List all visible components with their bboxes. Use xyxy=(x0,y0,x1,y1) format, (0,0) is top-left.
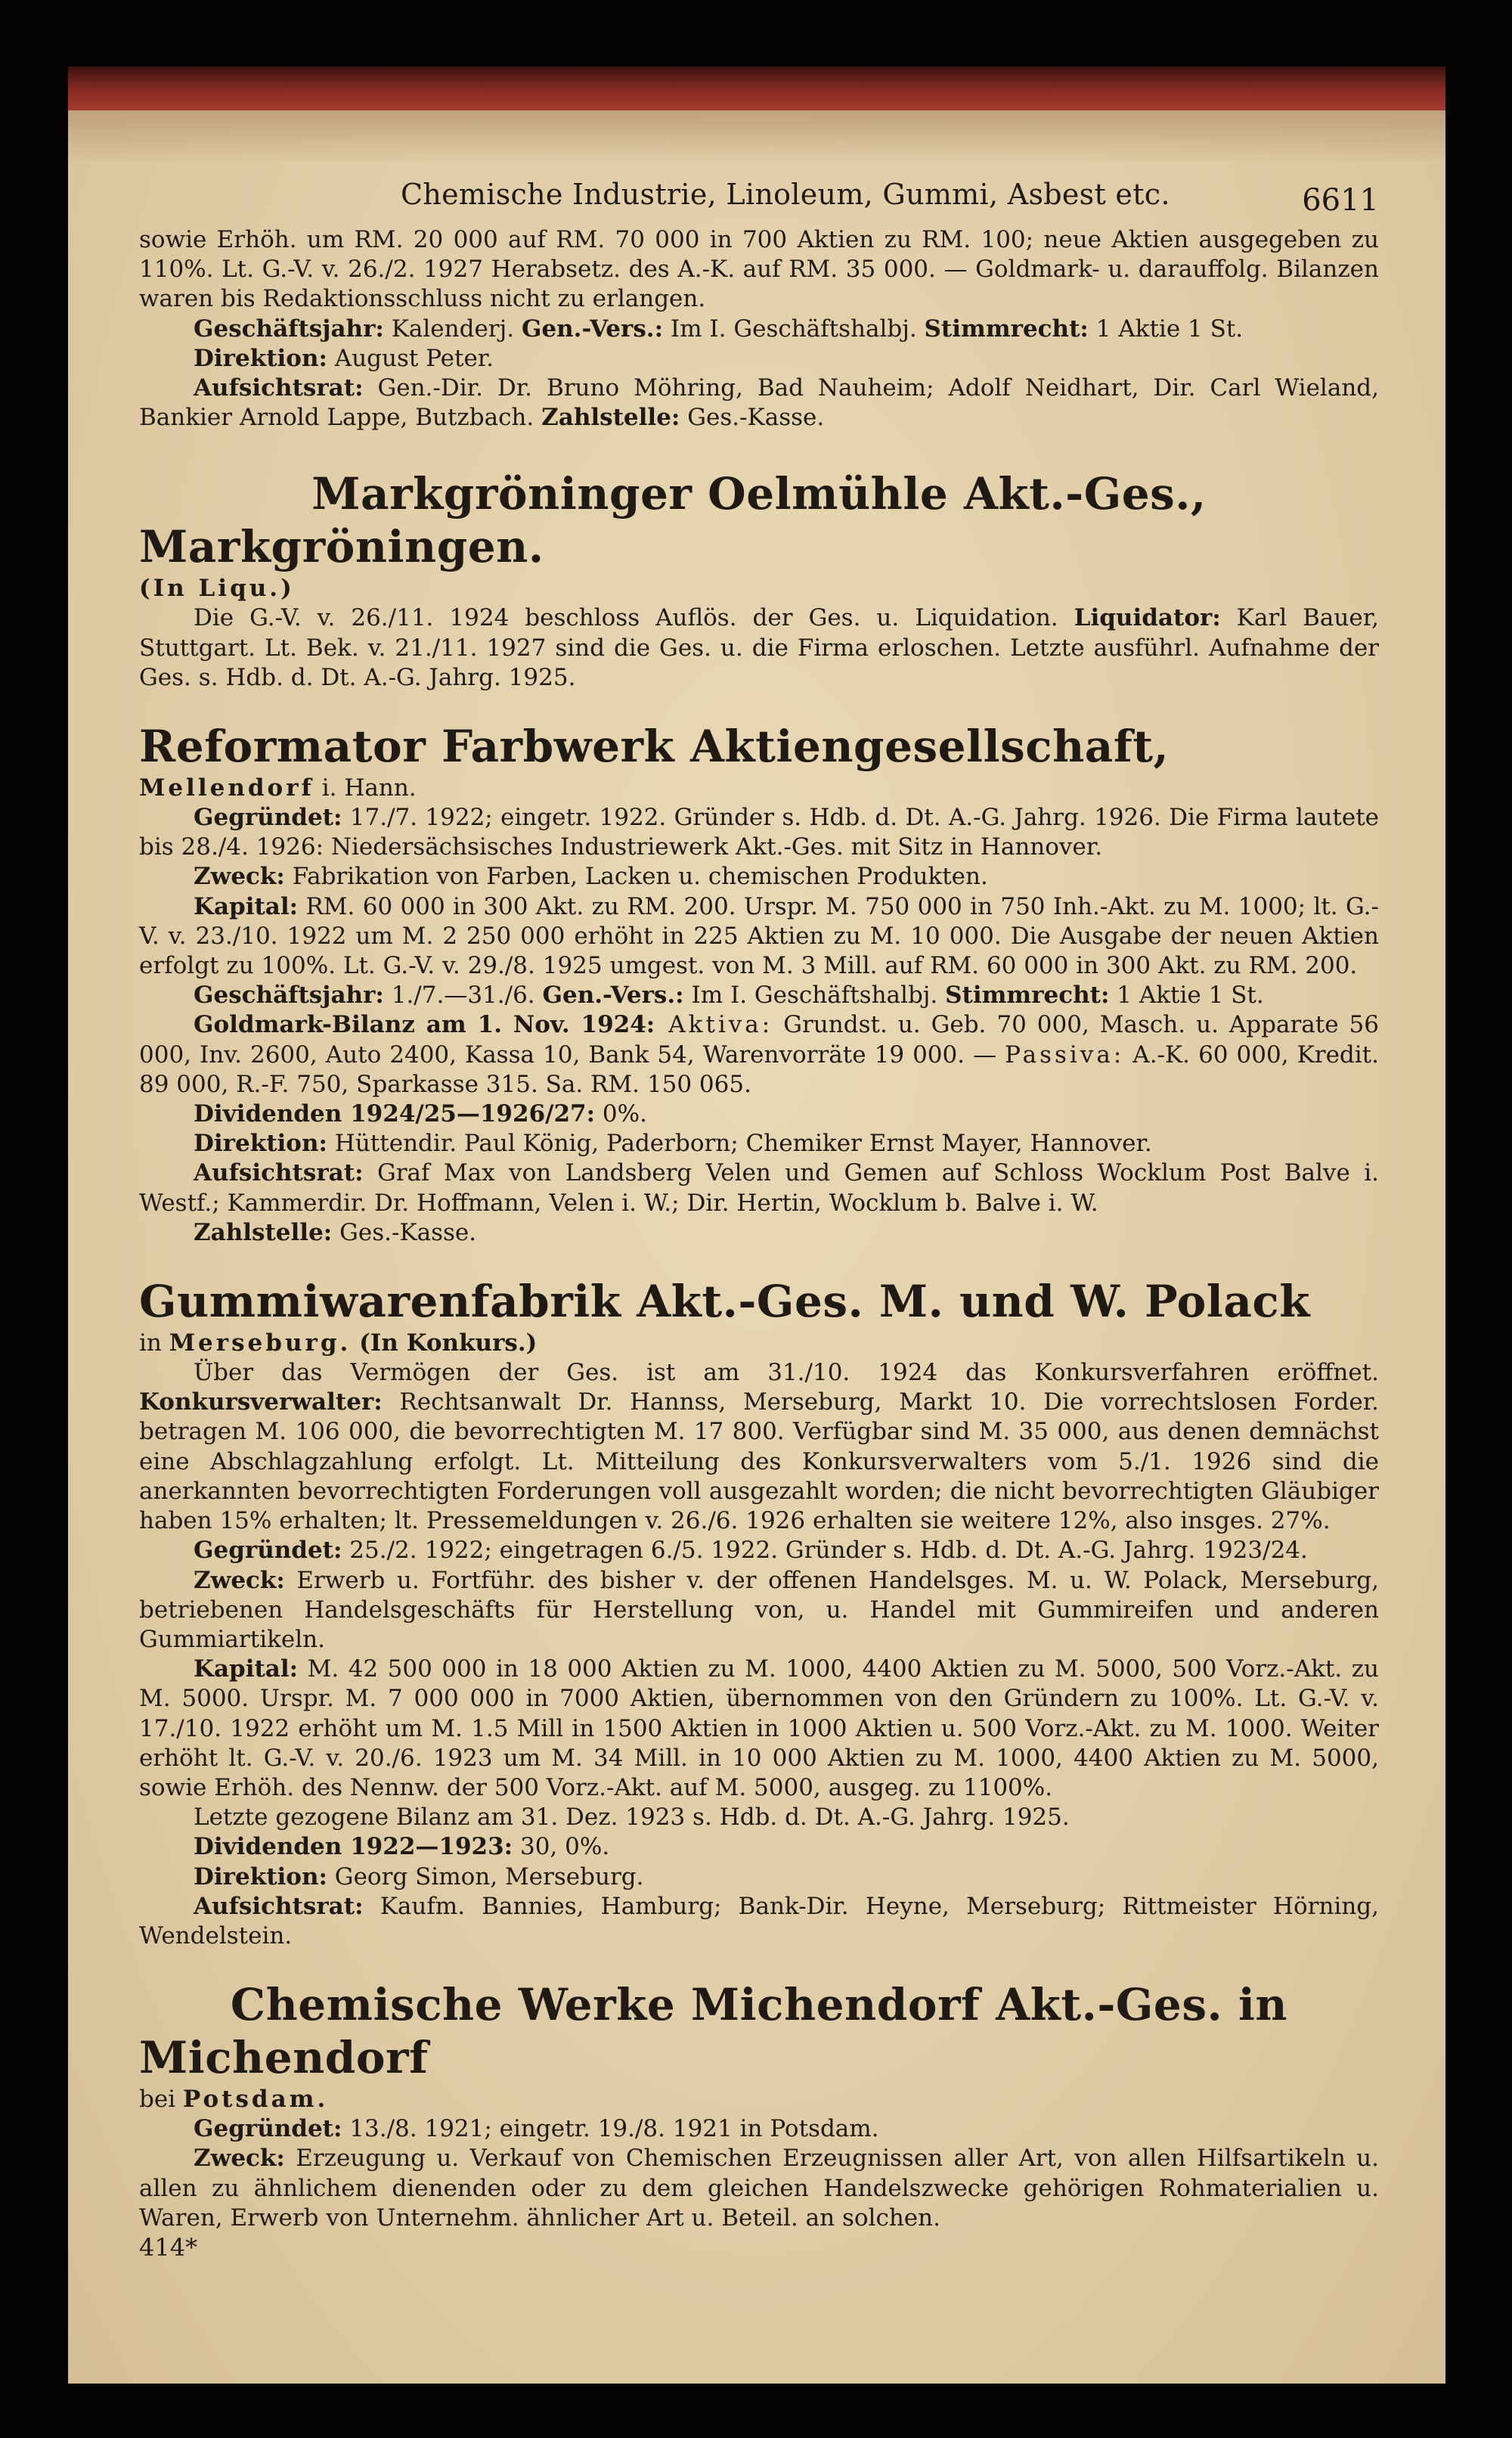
entry-polack xyxy=(139,1275,1379,1951)
field-kapital: Kapital: RM. 60 000 in 300 Akt. zu RM. 200. Urspr. M. 750 000 in 750 Inh.-Akt. zu M. 1000; lt. G.-V. v. 23./10. 1922 um M. 2 250 000 erhöht in 225 Aktien zu M. 10 000. Die Ausgabe der neuen Aktien erfolgt zu 100%. Lt. G.-V. v. 29./8. 1925 umgest. von M. 3 Mill. auf RM. 60 000 in 300 Akt. zu RM. 200. xyxy=(139,892,1379,980)
running-title: Chemische Industrie, Linoleum, Gummi, Asbest etc. xyxy=(401,178,1170,211)
entry-reformator xyxy=(139,720,1379,1248)
entry-location: Mellendorf i. Hann. xyxy=(139,774,417,802)
field-zweck: Zweck: Fabrikation von Farben, Lacken u. chemischen Produkten. xyxy=(194,863,988,891)
page-content xyxy=(139,180,1379,2263)
entry-title: Markgröninger Oelmühle Akt.-Ges., Markgröningen. xyxy=(139,468,1207,573)
field-direktion: Direktion: Hüttendir. Paul König, Paderborn; Chemiker Ernst Mayer, Hannover. xyxy=(194,1130,1152,1158)
field-gegruendet: Gegründet: 17./7. 1922; eingetr. 1922. Gründer s. Hdb. d. Dt. A.-G. Jahrg. 1926. Die Firma lautete bis 28./4. 1926: Niedersächsisches Industriewerk Akt.-Ges. mit Sitz in Hannover. xyxy=(139,804,1379,861)
entry-title: Gummiwarenfabrik Akt.-Ges. M. und W. Polack xyxy=(139,1276,1310,1328)
field-geschaeftsjahr: Geschäftsjahr: 1./7.—31./6. Gen.-Vers.: Im I. Geschäftshalbj. Stimmrecht: 1 Aktie 1 St. xyxy=(194,982,1264,1010)
field-zahlstelle: Zahlstelle: Ges.-Kasse. xyxy=(194,1218,477,1246)
field-bilanz: Goldmark-Bilanz am 1. Nov. 1924: Aktiva: Grundst. u. Geb. 70 000, Masch. u. Apparate 56 000, Inv. 2600, Auto 2400, Kassa 10, Bank 54, Warenvorräte 19 000. — Passiva: A.-K. 60 000, Kredit. 89 000, R.-F. 750, Sparkasse 315. Sa. RM. 150 065. xyxy=(139,1011,1379,1098)
book-spine-edge xyxy=(68,67,1445,110)
field-direktion: Direktion: Georg Simon, Merseburg. xyxy=(194,1863,644,1891)
field-zweck: Zweck: Erwerb u. Fortführ. des bisher v. der offenen Handelsges. M. u. W. Polack, Merseburg, betriebenen Handelsgeschäfts für Herstellung von, u. Handel mit Gummireifen und anderen Gummiartikeln. xyxy=(139,1566,1379,1653)
entry-status: (In Liqu.) xyxy=(139,575,295,603)
page-number: 6611 xyxy=(1302,183,1379,218)
field-zweck: Zweck: Erzeugung u. Verkauf von Chemischen Erzeugnissen aller Art, von allen Hilfsartikeln u. allen zu ähnlichem dienenden oder zu dem gleichen Handelszwecke gehörigen Rohmaterialien u. Waren, Erwerb von Unternehm. ähnlicher Art u. Beteil. an solchen. xyxy=(139,2145,1379,2232)
field-dividenden: Dividenden 1924/25—1926/27: 0%. xyxy=(194,1100,647,1128)
field-konkurs: Über das Vermögen der Ges. ist am 31./10. 1924 das Konkursverfahren eröffnet. Konkursverwalter: Rechtsanwalt Dr. Hannss, Merseburg, Markt 10. Die vorrechtslosen Forder. betragen M. 106 000, die bevorrechtigten M. 17 800. Verfügbar sind M. 35 000, aus denen demnächst eine Abschlagzahlung erfolgt. Lt. Mitteilung des Konkursverwalters vom 5./1. 1926 sind die anerkannten bevorrechtigten Forderungen voll ausgezahlt worden; die nicht bevorrechtigten Gläubiger haben 15% erhalten; lt. Pressemeldungen v. 26./6. 1926 erhalten sie weitere 12%, also insges. 27%. xyxy=(139,1359,1379,1535)
field-gegruendet: Gegründet: 25./2. 1922; eingetragen 6./5. 1922. Gründer s. Hdb. d. Dt. A.-G. Jahrg. 1923/24. xyxy=(194,1537,1308,1565)
field-dividenden: Dividenden 1922—1923: 30, 0%. xyxy=(194,1833,610,1861)
continued-direktion: Direktion: August Peter. xyxy=(194,344,494,372)
entry-location: bei Potsdam. xyxy=(139,2086,329,2114)
field-aufsichtsrat: Aufsichtsrat: Graf Max von Landsberg Velen und Gemen auf Schloss Wocklum Post Balve i. Westf.; Kammerdir. Dr. Hoffmann, Velen i. W.; Dir. Hertin, Wocklum b. Balve i. W. xyxy=(139,1159,1379,1217)
entry-liquidation-text: Die G.-V. v. 26./11. 1924 beschloss Auflös. der Ges. u. Liquidation. Liquidator: Karl Bauer, Stuttgart. Lt. Bek. v. 21./11. 1927 sind die Ges. u. die Firma erloschen. Letzte ausführl. Aufnahme der Ges. s. Hdb. d. Dt. A.-G. Jahrg. 1925. xyxy=(139,604,1379,691)
sheet-signature: 414* xyxy=(139,2232,198,2262)
entry-michendorf xyxy=(139,1978,1379,2233)
field-kapital: Kapital: M. 42 500 000 in 18 000 Aktien zu M. 1000, 4400 Aktien zu M. 5000, 500 Vorz.-Akt. zu M. 5000. Urspr. M. 7 000 000 in 7000 Aktien, übernommen von den Gründern zu 100%. Lt. G.-V. v. 17./10. 1922 erhöht um M. 1.5 Mill in 1500 Aktien in 1000 Aktien u. 500 Vorz.-Akt. zu M. 1000. Weiter erhöht lt. G.-V. v. 20./6. 1923 um M. 34 Mill. in 10 000 Aktien zu M. 1000, 4400 Aktien zu M. 5000, sowie Erhöh. des Nennw. der 500 Vorz.-Akt. auf M. 5000, ausgeg. zu 1100%. xyxy=(139,1655,1379,1801)
field-gegruendet: Gegründet: 13./8. 1921; eingetr. 19./8. 1921 in Potsdam. xyxy=(194,2115,879,2143)
entry-title: Reformator Farbwerk Aktiengesellschaft, xyxy=(139,721,1170,773)
continued-meta: Geschäftsjahr: Kalenderj. Gen.-Vers.: Im I. Geschäftshalbj. Stimmrecht: 1 Aktie 1 St. xyxy=(194,315,1244,343)
continued-aufsichtsrat: Aufsichtsrat: Gen.-Dir. Dr. Bruno Möhring, Bad Nauheim; Adolf Neidhart, Dir. Carl Wieland, Bankier Arnold Lappe, Butzbach. Zahlstelle: Ges.-Kasse. xyxy=(139,374,1379,432)
entry-title: Chemische Werke Michendorf Akt.-Ges. in Michendorf xyxy=(139,1979,1288,2084)
continued-entry xyxy=(139,225,1379,433)
continued-capital-text: sowie Erhöh. um RM. 20 000 auf RM. 70 000 in 700 Aktien zu RM. 100; neue Aktien ausgegeben zu 110%. Lt. G.-V. v. 26./2. 1927 Herabsetz. des A.-K. auf RM. 35 000. — Goldmark- u. darauffolg. Bilanzen waren bis Redaktionsschluss nicht zu erlangen. xyxy=(139,226,1379,313)
running-header xyxy=(139,180,1379,225)
entry-markgroeningen xyxy=(139,467,1379,693)
field-bilanz: Letzte gezogene Bilanz am 31. Dez. 1923 s. Hdb. d. Dt. A.-G. Jahrg. 1925. xyxy=(194,1804,1070,1832)
field-aufsichtsrat: Aufsichtsrat: Kaufm. Bannies, Hamburg; Bank-Dir. Heyne, Merseburg; Rittmeister Hörning, Wendelstein. xyxy=(139,1892,1379,1949)
scanned-page xyxy=(68,67,1445,2384)
entry-location: in Merseburg. (In Konkurs.) xyxy=(139,1329,538,1357)
page-shadow xyxy=(68,110,1445,163)
